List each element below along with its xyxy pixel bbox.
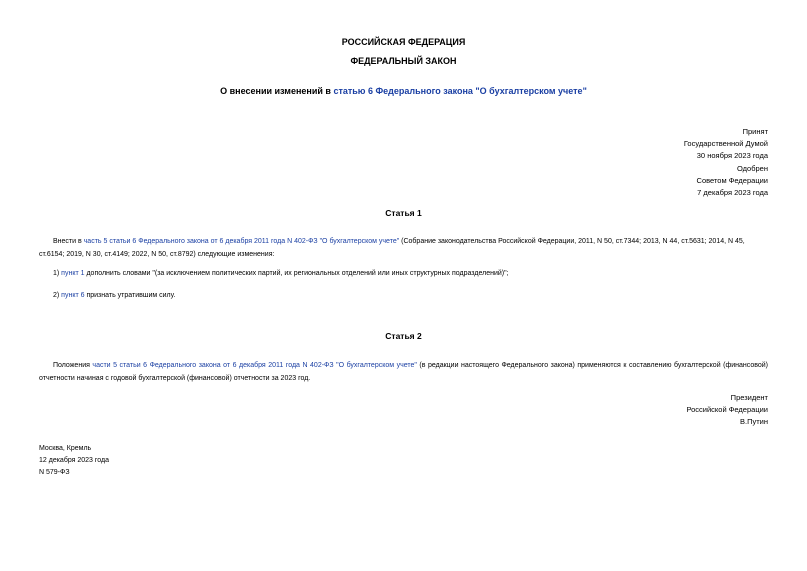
signature-block [686, 392, 768, 429]
law-title [0, 86, 807, 96]
signatory-title: Президент [730, 393, 768, 402]
article-2-text [39, 360, 768, 385]
signatory-country: Российской Федерации [686, 405, 768, 415]
place-date-block [39, 443, 109, 480]
article-2-suffix: (в редакции настоящего Федерального закона) применяются к составлению бухгалтерской (финансовой) отчетности начиная с годовой бухгалтерской (финансовой) отчетности за 2023 год. [39, 362, 768, 382]
signing-date: 12 декабря 2023 года [39, 457, 110, 465]
article-2-link[interactable]: части 5 статьи 6 Федерального закона от 6 декабря 2011 года N 402-ФЗ "О бухгалтерском учете" [92, 362, 417, 369]
adoption-date: 30 ноября 2023 года [696, 151, 768, 161]
law-number: N 579-ФЗ [39, 469, 70, 477]
item-2-link[interactable]: пункт 6 [61, 292, 85, 299]
article-1-intro [39, 236, 768, 261]
adoption-line: Государственной Думой [683, 139, 768, 149]
law-title-prefix: О внесении изменений в [220, 86, 334, 96]
law-title-link[interactable]: статью 6 Федерального закона "О бухгалтерском учете" [333, 86, 587, 96]
approval-line: Одобрен [737, 163, 768, 173]
article-1-intro-suffix: (Собрание законодательства Российской Федерации, 2011, N 50, ст.7344; 2013, N 44, ст.5631; 2014, N 45, ст.6154; 2019, N 30, ст.4149; 2022, N 50, ст.8792) следующие изменения: [39, 238, 745, 258]
approval-date: 7 декабря 2023 года [697, 188, 768, 198]
article-2-heading: Статья 2 [385, 331, 422, 341]
approval-line: Советом Федерации [696, 175, 768, 185]
item-2-number: 2) [53, 292, 62, 299]
item-1-text: дополнить словами "(за исключением политических партий, их региональных отделений или иных структурных подразделений)"; [84, 270, 509, 277]
document-type-heading: ФЕДЕРАЛЬНЫЙ ЗАКОН [350, 56, 457, 66]
signatory-name: В.Путин [740, 417, 768, 427]
article-2-prefix: Положения [53, 362, 93, 369]
signing-place: Москва, Кремль [39, 445, 92, 452]
article-1-intro-link[interactable]: часть 5 статьи 6 Федерального закона от 6 декабря 2011 года N 402-ФЗ "О бухгалтерском учете" [83, 238, 400, 245]
item-1-number: 1) [53, 270, 62, 277]
article-1-intro-prefix: Внести в [53, 238, 84, 245]
adoption-info [684, 126, 768, 199]
adoption-line: Принят [742, 127, 768, 136]
country-heading: РОССИЙСКАЯ ФЕДЕРАЦИЯ [341, 37, 466, 47]
article-1-item-2 [39, 290, 768, 303]
item-1-link[interactable]: пункт 1 [61, 270, 85, 277]
article-1-heading: Статья 1 [385, 208, 422, 218]
article-1-item-1 [39, 268, 768, 281]
item-2-text: признать утратившим силу. [84, 292, 176, 299]
